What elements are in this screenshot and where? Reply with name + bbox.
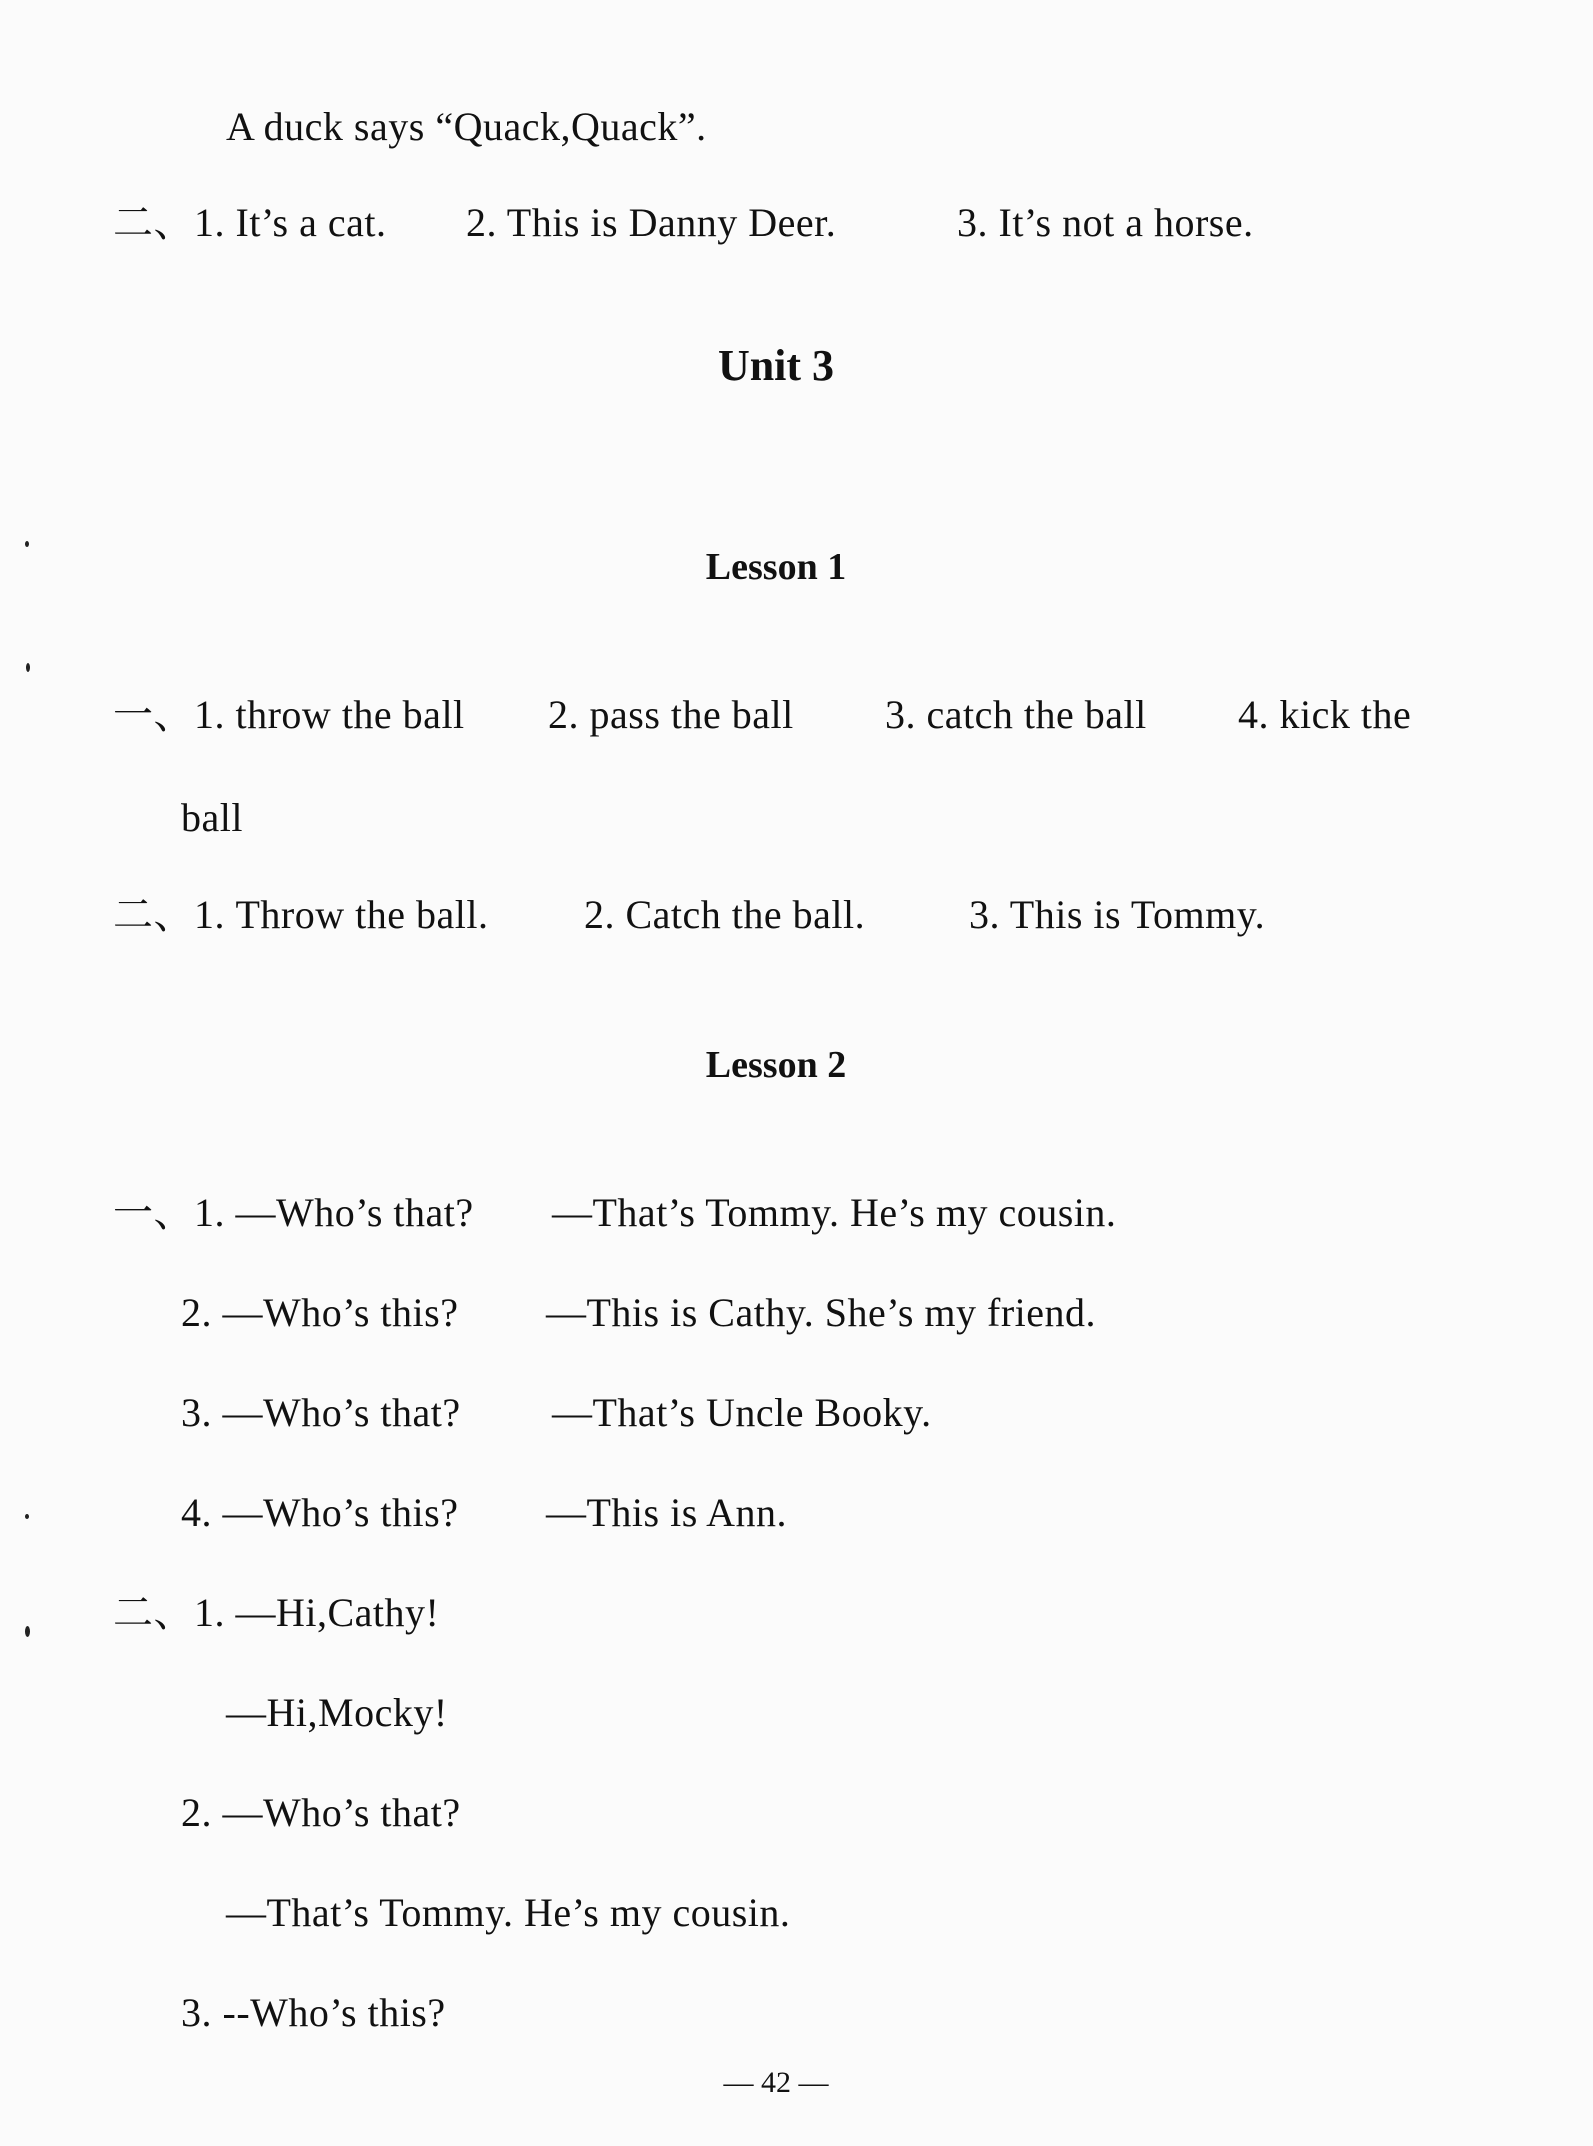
lesson-2-dialog-2-answer: —This is Cathy. She’s my friend. xyxy=(546,1290,1097,1335)
lesson-1-q2-item-1: 二、1. Throw the ball. xyxy=(113,892,489,937)
lesson-2-dialog-4-answer: —This is Ann. xyxy=(546,1490,787,1535)
lesson-2-q2-line-4: —That’s Tommy. He’s my cousin. xyxy=(226,1890,791,1935)
duck-line: A duck says “Quack,Quack”. xyxy=(226,104,707,149)
lesson-2-dialog-1-question: 一、1. —Who’s that? xyxy=(113,1190,474,1235)
lesson-1-q1-item-2: 2. pass the ball xyxy=(548,692,794,737)
answer-line-2-3: 3. It’s not a horse. xyxy=(957,200,1254,245)
lesson-1-q2-item-3: 3. This is Tommy. xyxy=(969,892,1266,937)
lesson-2-dialog-2-question: 2. —Who’s this? xyxy=(181,1290,459,1335)
lesson-2-q2-line-3: 2. —Who’s that? xyxy=(181,1790,461,1835)
answer-line-2-1: 二、1. It’s a cat. xyxy=(113,200,387,245)
lesson-2-dialog-3-question: 3. —Who’s that? xyxy=(181,1390,461,1435)
lesson-2-dialog-1-answer: —That’s Tommy. He’s my cousin. xyxy=(552,1190,1117,1235)
answer-line-2-2: 2. This is Danny Deer. xyxy=(466,200,837,245)
lesson-2-title: Lesson 2 xyxy=(705,1044,847,1086)
lesson-1-q1-item-4: 4. kick the xyxy=(1238,692,1412,737)
lesson-1-q1-item-4-wrap: ball xyxy=(181,795,243,840)
scan-speck xyxy=(25,1626,30,1637)
lesson-1-q1-item-3: 3. catch the ball xyxy=(885,692,1147,737)
scan-speck xyxy=(26,663,30,672)
lesson-2-dialog-4-question: 4. —Who’s this? xyxy=(181,1490,459,1535)
scan-speck xyxy=(25,541,29,547)
lesson-1-title: Lesson 1 xyxy=(705,546,847,588)
lesson-2-q2-line-1: 二、1. —Hi,Cathy! xyxy=(113,1590,440,1635)
page-number: — 42 — xyxy=(723,2066,829,2099)
lesson-2-q2-line-2: —Hi,Mocky! xyxy=(226,1690,448,1735)
lesson-2-q2-line-5: 3. --Who’s this? xyxy=(181,1990,446,2035)
scan-speck xyxy=(25,1514,29,1519)
lesson-1-q2-item-2: 2. Catch the ball. xyxy=(584,892,866,937)
unit-title: Unit 3 xyxy=(717,341,835,390)
lesson-2-dialog-3-answer: —That’s Uncle Booky. xyxy=(552,1390,932,1435)
lesson-1-q1-item-1: 一、1. throw the ball xyxy=(113,692,465,737)
